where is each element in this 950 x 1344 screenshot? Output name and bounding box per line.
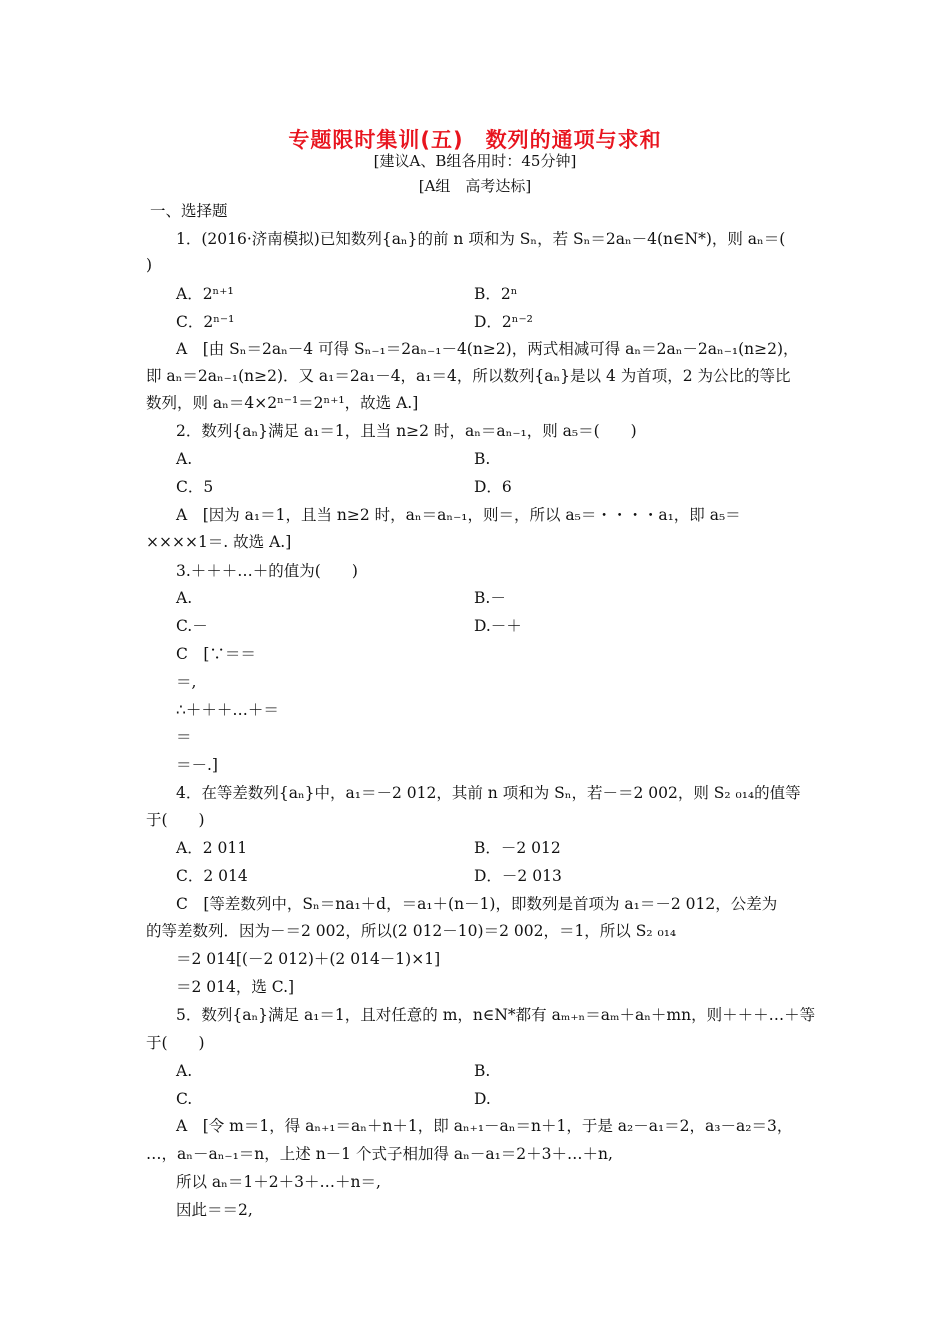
q3-answer-line3: ∴＋＋＋…＋＝ <box>176 701 279 719</box>
q5-answer-line2: …，aₙ－aₙ₋₁＝n，上述 n－1 个式子相加得 aₙ－a₁＝2＋3＋…＋n, <box>146 1145 613 1163</box>
q5-answer-line3: 所以 aₙ＝1＋2＋3＋…＋n＝, <box>176 1173 381 1191</box>
q2-option-c: C．5 <box>176 478 214 496</box>
q3-option-b: B.－ <box>474 589 506 607</box>
q1-answer-line3: 数列，则 aₙ＝4×2ⁿ⁻¹＝2ⁿ⁺¹，故选 A.] <box>146 394 419 412</box>
q1-option-c: C．2ⁿ⁻¹ <box>176 313 235 331</box>
q1-stem-line2: ) <box>146 256 153 274</box>
q5-option-c: C. <box>176 1090 193 1108</box>
q4-answer-line1: C [等差数列中，Sₙ＝na₁＋d，＝a₁＋(n－1)，即数列是首项为 a₁＝－2 012，公差为 <box>176 895 778 913</box>
q5-answer-line4: 因此＝＝2, <box>176 1201 253 1219</box>
q4-option-a: A．2 011 <box>176 839 248 857</box>
q5-stem-line1: 5．数列{aₙ}满足 a₁＝1，且对任意的 m，n∈N*都有 aₘ₊ₙ＝aₘ＋aₙ＋mn，则＋＋＋…＋等 <box>176 1006 816 1024</box>
q3-option-a: A. <box>176 589 193 607</box>
q4-option-c: C．2 014 <box>176 867 248 885</box>
q1-answer-line2: 即 aₙ＝2aₙ₋₁(n≥2)．又 a₁＝2a₁－4，a₁＝4，所以数列{aₙ}是以 4 为首项，2 为公比的等比 <box>146 367 791 385</box>
q5-stem-line2: 于( ) <box>146 1034 205 1052</box>
q2-option-d: D．6 <box>474 478 512 496</box>
q2-option-a: A. <box>176 450 193 468</box>
q3-answer-line1: C [∵＝＝ <box>176 645 256 663</box>
q1-option-a: A．2ⁿ⁺¹ <box>176 285 234 303</box>
time-note: [建议A、B组各用时：45分钟] <box>373 152 577 170</box>
q3-answer-line4: ＝ <box>176 728 192 746</box>
q4-answer-line4: ＝2 014，选 C.] <box>176 978 295 996</box>
q2-answer-line1: A [因为 a₁＝1，且当 n≥2 时，aₙ＝aₙ₋₁，则＝，所以 a₅＝・・・・a₁，即 a₅＝ <box>176 506 741 524</box>
q4-stem-line2: 于( ) <box>146 811 205 829</box>
q4-stem-line1: 4．在等差数列{aₙ}中，a₁＝－2 012，其前 n 项和为 Sₙ，若－＝2 002，则 S₂ ₀₁₄的值等 <box>176 784 801 802</box>
q4-option-b: B．－2 012 <box>474 839 561 857</box>
page-title: 专题限时集训(五) 数列的通项与求和 <box>288 128 662 152</box>
q5-answer-line1: A [令 m＝1，得 aₙ₊₁＝aₙ＋n＋1，即 aₙ₊₁－aₙ＝n＋1，于是 a₂－a₁＝2，a₃－a₂＝3， <box>176 1117 793 1135</box>
q3-option-d: D.－＋ <box>474 617 522 635</box>
q4-answer-line2: 的等差数列．因为－＝2 002，所以(2 012－10)＝2 002，＝1，所以 S₂ ₀₁₄ <box>146 922 677 940</box>
q2-answer-line2: ××××1＝. 故选 A.] <box>146 533 292 551</box>
q2-option-b: B. <box>474 450 491 468</box>
q1-answer-line1: A [由 Sₙ＝2aₙ－4 可得 Sₙ₋₁＝2aₙ₋₁－4(n≥2)，两式相减可得 aₙ＝2aₙ－2aₙ₋₁(n≥2)， <box>176 340 799 358</box>
q5-option-a: A. <box>176 1062 193 1080</box>
q3-stem: 3.＋＋＋…＋的值为( ) <box>176 562 358 580</box>
q3-answer-line5: ＝－.] <box>176 756 218 774</box>
q5-option-d: D. <box>474 1090 491 1108</box>
q1-option-b: B．2ⁿ <box>474 285 518 303</box>
q2-stem: 2．数列{aₙ}满足 a₁＝1，且当 n≥2 时，aₙ＝aₙ₋₁，则 a₅＝( ) <box>176 422 637 440</box>
group-label: [A组 高考达标] <box>418 177 532 195</box>
q4-answer-line3: ＝2 014[(－2 012)＋(2 014－1)×1] <box>176 950 441 968</box>
q3-answer-line2: ＝, <box>176 673 197 691</box>
section-title: 一、选择题 <box>150 202 228 220</box>
q1-option-d: D．2ⁿ⁻² <box>474 313 533 331</box>
q3-option-c: C.－ <box>176 617 208 635</box>
q4-option-d: D．－2 013 <box>474 867 562 885</box>
q1-stem-line1: 1．(2016·济南模拟)已知数列{aₙ}的前 n 项和为 Sₙ，若 Sₙ＝2aₙ－4(n∈N*)，则 aₙ＝( <box>176 230 786 248</box>
q5-option-b: B. <box>474 1062 491 1080</box>
